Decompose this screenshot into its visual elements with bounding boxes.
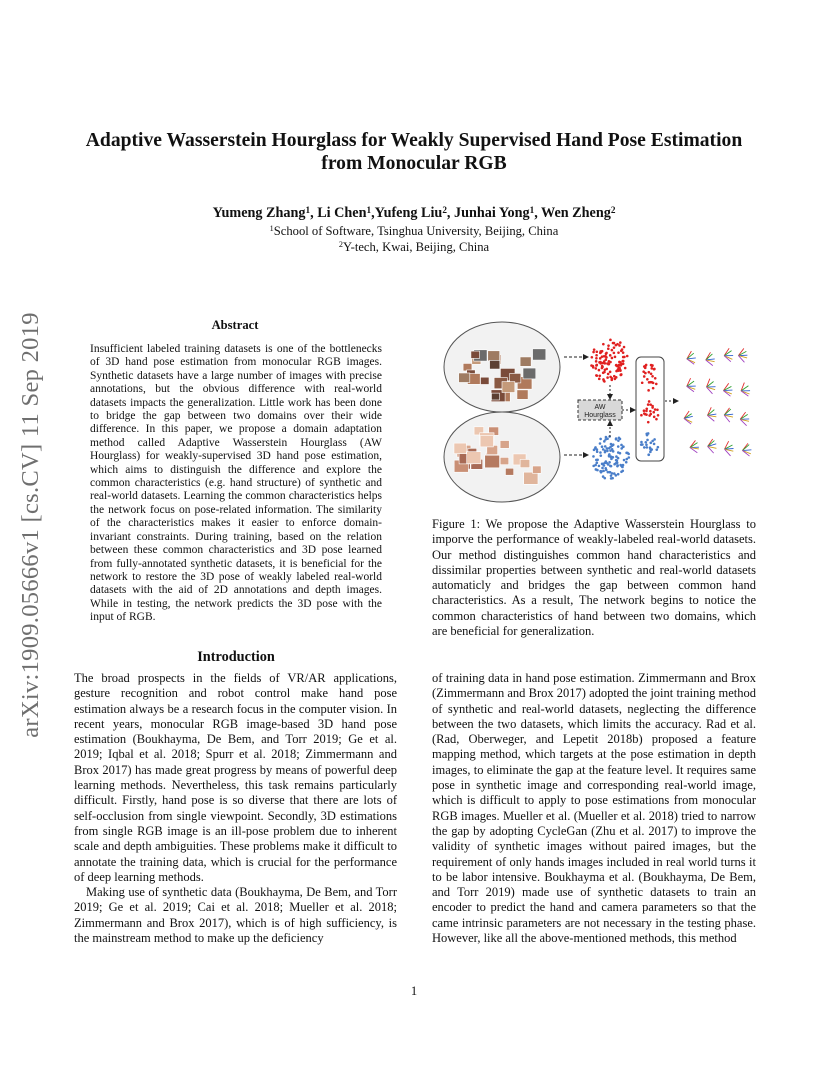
synthetic-feature-points	[592, 435, 630, 479]
figure-1	[440, 317, 760, 507]
feature-point	[648, 414, 651, 417]
finger-bone	[723, 390, 732, 391]
feature-point	[609, 371, 612, 374]
aw-hourglass-label-2: Hourglass	[584, 412, 616, 419]
feature-point	[640, 414, 643, 417]
feature-point	[647, 454, 650, 457]
feature-point	[646, 439, 649, 442]
feature-point	[611, 477, 614, 480]
feature-point	[606, 447, 609, 450]
feature-point	[610, 443, 613, 446]
feature-point	[602, 378, 605, 381]
feature-point	[592, 351, 595, 354]
feature-point	[611, 448, 614, 451]
feature-point	[653, 443, 656, 446]
feature-point	[595, 459, 598, 462]
hand-image-thumbnail	[480, 436, 493, 447]
feature-point	[595, 468, 598, 471]
feature-point	[591, 356, 594, 359]
feature-point	[618, 364, 621, 367]
feature-point	[617, 473, 620, 476]
feature-point	[644, 441, 647, 444]
feature-point	[614, 356, 617, 359]
feature-point	[645, 443, 648, 446]
feature-point	[599, 350, 602, 353]
feature-point	[648, 371, 651, 374]
affiliation-mark: 1	[269, 224, 274, 233]
feature-point	[655, 448, 658, 451]
author-separator: ,	[446, 205, 455, 221]
feature-point	[599, 451, 602, 454]
feature-point	[649, 441, 652, 444]
hand-pose-skeletons	[684, 348, 751, 456]
feature-point	[609, 471, 612, 474]
feature-point	[623, 346, 626, 349]
feature-point	[652, 411, 655, 414]
hand-image-thumbnail	[490, 360, 500, 369]
finger-bone	[724, 356, 731, 362]
feature-point	[603, 360, 606, 363]
feature-point	[605, 356, 608, 359]
feature-point	[605, 352, 608, 355]
feature-point	[601, 445, 604, 448]
feature-point	[649, 410, 652, 413]
feature-point	[592, 455, 595, 458]
hand-image-thumbnail	[480, 377, 489, 384]
finger-bone	[687, 351, 692, 359]
feature-point	[645, 432, 648, 435]
feature-point	[644, 413, 647, 416]
author-separator: ,	[371, 205, 375, 221]
feature-point	[615, 364, 618, 367]
feature-point	[595, 367, 598, 370]
author-affiliation-mark: 2	[610, 205, 616, 215]
feature-point	[615, 437, 618, 440]
affiliation-text: Y-tech, Kwai, Beijing, China	[342, 240, 490, 254]
feature-point	[656, 408, 659, 411]
feature-point	[641, 381, 644, 384]
feature-point	[619, 452, 622, 455]
feature-point	[646, 446, 649, 449]
feature-point	[601, 367, 604, 370]
feature-point	[613, 472, 616, 475]
feature-point	[647, 421, 650, 424]
author-separator: ,	[534, 205, 542, 221]
feature-point	[655, 383, 658, 386]
feature-point	[627, 453, 630, 456]
feature-point	[606, 450, 609, 453]
feature-point	[595, 360, 598, 363]
hand-image-thumbnail	[524, 472, 538, 484]
feature-point	[605, 368, 608, 371]
feature-point	[621, 348, 624, 351]
feature-point	[627, 456, 630, 459]
feature-point	[596, 450, 599, 453]
feature-point	[604, 449, 607, 452]
feature-point	[606, 362, 609, 365]
feature-point	[640, 441, 643, 444]
feature-point	[623, 459, 626, 462]
hand-image-thumbnail	[471, 351, 480, 358]
feature-point	[652, 387, 655, 390]
feature-point	[603, 440, 606, 443]
feature-point	[616, 464, 619, 467]
hand-image-thumbnail	[500, 441, 509, 449]
feature-point	[602, 470, 605, 473]
feature-point	[647, 389, 650, 392]
feature-point	[599, 362, 602, 365]
feature-point	[595, 354, 598, 357]
author-name: Junhai Yong	[454, 205, 530, 221]
hand-image-thumbnail	[500, 457, 509, 464]
author-list	[60, 204, 768, 222]
feature-point	[654, 377, 657, 380]
feature-point	[625, 461, 628, 464]
feature-point	[644, 367, 647, 370]
feature-point	[607, 463, 610, 466]
feature-point	[607, 373, 610, 376]
feature-point	[609, 354, 612, 357]
feature-point	[604, 467, 607, 470]
feature-point	[619, 341, 622, 344]
feature-point	[644, 372, 647, 375]
hand-image-thumbnail	[520, 357, 531, 366]
feature-point	[652, 382, 655, 385]
feature-point	[626, 355, 629, 358]
feature-point	[598, 465, 601, 468]
feature-point	[650, 367, 653, 370]
feature-point	[607, 344, 610, 347]
feature-point	[615, 459, 618, 462]
feature-point	[622, 351, 625, 354]
author-separator: ,	[310, 205, 318, 221]
figure-1-diagram	[440, 317, 760, 507]
feature-point	[609, 339, 612, 342]
affiliation-text: School of Software, Tsinghua University, Beijing, China	[273, 224, 559, 238]
right-column	[432, 671, 756, 946]
left-column	[74, 671, 397, 946]
feature-point	[606, 376, 609, 379]
feature-point	[599, 470, 602, 473]
feature-point	[598, 374, 601, 377]
feature-point	[648, 381, 651, 384]
feature-point	[607, 471, 610, 474]
feature-point	[651, 375, 654, 378]
hand-image-thumbnail	[488, 351, 500, 361]
real-feature-points	[590, 339, 628, 383]
feature-point	[647, 403, 650, 406]
feature-point	[623, 356, 626, 359]
feature-point	[603, 355, 606, 358]
feature-point	[606, 437, 609, 440]
feature-point	[648, 400, 651, 403]
feature-point	[608, 455, 611, 458]
author-affiliation-mark: 1	[366, 205, 372, 215]
feature-point	[618, 344, 621, 347]
feature-point	[617, 445, 620, 448]
feature-point	[645, 407, 648, 410]
author-affiliation-mark: 2	[442, 205, 447, 215]
feature-point	[645, 364, 648, 367]
feature-point	[649, 403, 652, 406]
author-affiliation-mark: 1	[305, 205, 311, 215]
feature-point	[622, 445, 625, 448]
paper-title-line2: from Monocular RGB	[321, 153, 507, 174]
feature-point	[640, 443, 643, 446]
feature-point	[655, 418, 658, 421]
feature-point	[653, 368, 656, 371]
feature-point	[596, 461, 599, 464]
feature-point	[594, 447, 597, 450]
affiliation-2	[60, 239, 768, 255]
affiliation-1	[60, 223, 768, 239]
page-number: 1	[410, 984, 418, 998]
affiliation-mark: 2	[338, 240, 343, 249]
hand-image-thumbnail	[491, 393, 499, 400]
feature-point	[620, 373, 623, 376]
feature-point	[592, 365, 595, 368]
aw-hourglass-label-1: AW	[594, 404, 606, 411]
feature-point	[649, 446, 652, 449]
hand-image-thumbnail	[459, 373, 470, 382]
feature-point	[611, 357, 614, 360]
feature-point	[599, 454, 602, 457]
hand-image-thumbnail	[485, 455, 500, 468]
feature-point	[595, 357, 598, 360]
feature-point	[622, 363, 625, 366]
feature-point	[607, 347, 610, 350]
feature-point	[646, 378, 649, 381]
hand-image-thumbnail	[533, 466, 542, 473]
feature-point	[604, 445, 607, 448]
feature-point	[653, 438, 656, 441]
feature-point	[618, 361, 621, 364]
intro-paragraph-1: The broad prospects in the fields of VR/AR applications, gesture recognition and robot control make hand pose estimation always be a research focus in the computer vision. In recent years, monocular RGB image-based 3D hand pose estimation (Boukhayma, De Bem, and Torr 2019; Ge et al. 2019; Iqbal et al. 2018; Spurr et al. 2018; Zimmermann and Brox 2017) has made great progress by means of powerful deep learning methods. Nevertheless, this task remains particularly difficult. Firstly, hand pose is so diverse that there are lots of self-occlusion from single viewpoint. Secondly, 3D estimations from single RGB image is an ill-pose problem due to inherent scale and depth ambiguities. These problems make it difficult to annotate the training data, which is crucial for the performance of deep learning methods.	[74, 671, 397, 884]
feature-point	[595, 350, 598, 353]
hand-image-thumbnail	[517, 390, 528, 399]
feature-point	[657, 414, 660, 417]
feature-point	[657, 446, 660, 449]
author-name: Li Chen	[317, 205, 367, 221]
finger-bone	[724, 348, 729, 355]
feature-point	[593, 348, 596, 351]
feature-point	[624, 367, 627, 370]
hand-image-thumbnail	[505, 468, 513, 475]
feature-point	[619, 438, 622, 441]
feature-point	[643, 446, 646, 449]
feature-point	[617, 351, 620, 354]
feature-point	[611, 349, 614, 352]
feature-point	[592, 465, 595, 468]
hand-image-thumbnail	[454, 443, 466, 454]
feature-point	[653, 416, 656, 419]
feature-point	[615, 455, 618, 458]
feature-point	[614, 378, 617, 381]
figure-1-caption: Figure 1: We propose the Adaptive Wasserstein Hourglass to imporve the performance of weakly-labeled real-world datasets. Our method distinguishes common hand characteristics and dissimilar properties between synthetic and real-world datasets automaticly and bridges the gap between common hand characteristics. As a result, The network begins to notice the common characteristics of hand between two domains, which are beneficial for generalization.	[432, 517, 756, 639]
feature-point	[613, 346, 616, 349]
feature-point	[599, 438, 602, 441]
paper-title	[60, 129, 768, 175]
affiliations	[60, 223, 768, 255]
feature-point	[602, 475, 605, 478]
feature-point	[595, 364, 598, 367]
abstract-heading: Abstract	[211, 318, 259, 332]
abstract-body: Insufficient labeled training datasets is one of the bottlenecks of 3D hand pose estimation from monocular RGB images. Synthetic datasets have a large number of images with precise annotations, but the obvious difference with real-world datasets impacts the generalization. Little work has been done to bridge the gap between two domains over their wide difference. In this paper, we propose a domain adaptation method called Adaptive Wasserstein Hourglass (AW Hourglass) for weakly-supervised 3D hand pose estimation, which aims to distinguish the difference and explore the common characteristics (e.g. hand structure) of synthetic and real-world datasets. Learning the common characteristics helps the network focus on pose-related information. The similarity of the characteristics makes it easier to enforce domain-invariant constraints. During training, based on the relation between these common characteristics and 3D pose learned from fully-annotated synthetic datasets, it is beneficial for the network to restore the 3D pose of weakly labeled real-world datasets with the aid of 2D annotations and depth images. While in testing, the network predicts the 3D pose with the input of RGB.	[90, 343, 382, 624]
feature-point	[650, 372, 653, 375]
feature-point	[615, 344, 618, 347]
hand-image-thumbnail	[523, 368, 536, 379]
hand-image-thumbnail	[533, 349, 546, 360]
feature-point	[613, 352, 616, 355]
paper-title-line1: Adaptive Wasserstein Hourglass for Weakly Supervised Hand Pose Estimation	[85, 130, 743, 151]
feature-point	[619, 369, 622, 372]
feature-point	[602, 343, 605, 346]
feature-point	[610, 474, 613, 477]
feature-point	[621, 360, 624, 363]
feature-point	[599, 442, 602, 445]
feature-point	[601, 463, 604, 466]
feature-point	[609, 376, 612, 379]
feature-point	[609, 465, 612, 468]
arxiv-stamp-text: arXiv:1909.05666v1 [cs.CV] 11 Sep 2019	[17, 312, 44, 738]
intro-paragraph-2: Making use of synthetic data (Boukhayma, De Bem, and Torr 2019; Ge et al. 2019; Cai et al. 2018; Mueller et al. 2018; Zimmermann and Brox 2017), which is of high sufficiency, is the mainstream method to make up the deficiency	[74, 885, 397, 946]
feature-point	[609, 361, 612, 364]
feature-point	[596, 374, 599, 377]
hand-image-thumbnail	[467, 452, 481, 464]
feature-point	[615, 462, 618, 465]
feature-point	[603, 371, 606, 374]
finger-bone	[724, 351, 731, 356]
hand-image-thumbnail	[502, 382, 515, 393]
author-name: Wen Zheng	[541, 205, 611, 221]
feature-point	[601, 467, 604, 470]
feature-point	[608, 461, 611, 464]
feature-point	[612, 342, 615, 345]
feature-point	[598, 378, 601, 381]
feature-point	[643, 409, 646, 412]
feature-point	[643, 375, 646, 378]
feature-point	[654, 408, 657, 411]
introduction-heading: Introduction	[197, 649, 275, 665]
feature-point	[620, 470, 623, 473]
feature-point	[621, 466, 624, 469]
hand-image-thumbnail	[520, 459, 530, 467]
intro-paragraph-3: of training data in hand pose estimation. Zimmermann and Brox (Zimmermann and Brox 2017) adopted the joint training method of synthetic and real-world datasets, neglecting the difference between the two datasets, which limits the accuracy. Rad et al. (Rad, Oberweger, and Lepetit 2018b) proposed a feature mapping method, which targets at the pose estimation in depth images, to eliminate the gap at the feature level. It requires same pose in synthetic image and corresponding real-world image, which is difficult to apply to pose estimations from monocular RGB images. Mueller et al. (Mueller et al. 2018) tried to narrow the gap by adopting CycleGan (Zhu et al. 2017) to improve the validity of synthetic images without paired images, but the requirement of only hands images included in real world turns it to be labor intensive. Boukhayma et al. (Boukhayma, De Bem, and Torr 2019) made use of synthetic datasets to train an encoder to predict the hand and camera parameters so that the came intrinsic parameters are not necessary in the testing phase. However, like all the above-mentioned methods, this method	[432, 671, 756, 946]
feature-point	[598, 369, 601, 372]
feature-point	[608, 447, 611, 450]
feature-point	[650, 364, 653, 367]
arxiv-stamp	[8, 290, 54, 760]
author-name: Yumeng Zhang	[212, 205, 306, 221]
author-affiliation-mark: 1	[529, 205, 535, 215]
author-name: Yufeng Liu	[374, 205, 443, 221]
